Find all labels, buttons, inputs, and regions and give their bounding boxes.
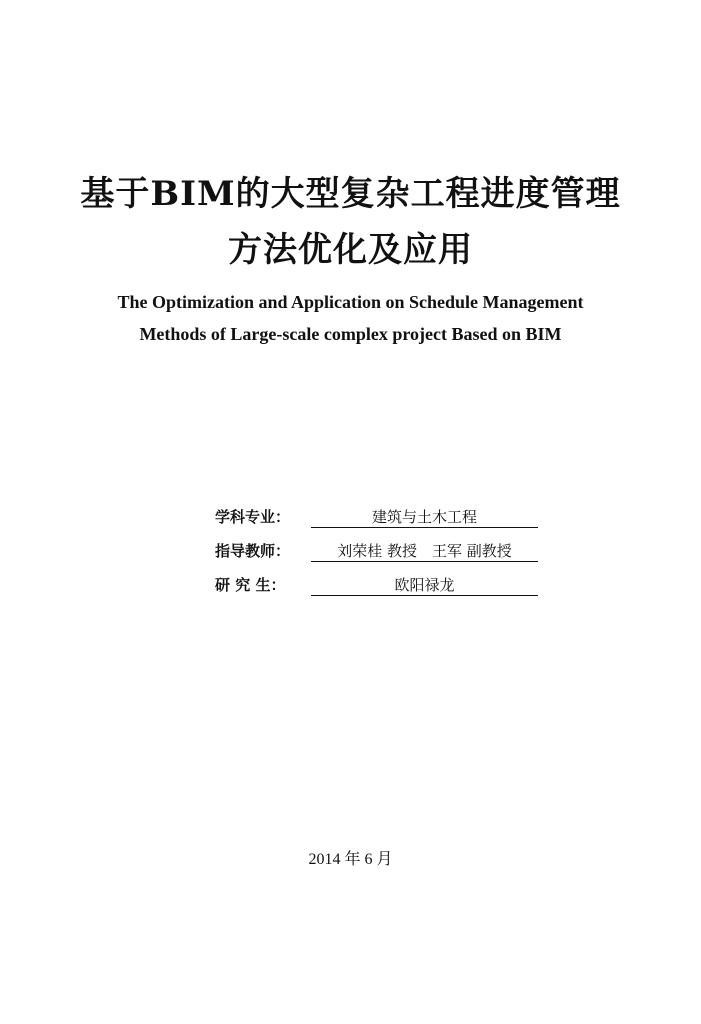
major-row <box>215 507 555 527</box>
english-title-line-1: The Optimization and Application on Schedule Management <box>117 292 584 312</box>
student-value: 欧阳禄龙 <box>311 575 538 596</box>
advisor-row <box>215 541 555 561</box>
publication-date: 2014 年 6 月 <box>308 851 393 868</box>
advisor-value: 刘荣桂 教授 王军 副教授 <box>311 541 538 562</box>
student-label: 研 究 生： <box>215 576 286 594</box>
chinese-title-line-1: 基于BIM的大型复杂工程进度管理 <box>80 174 621 214</box>
thesis-info-block <box>215 507 555 609</box>
major-value: 建筑与土木工程 <box>311 507 538 528</box>
student-row <box>215 575 555 595</box>
advisor-label: 指导教师： <box>215 542 291 560</box>
major-label: 学科专业： <box>215 508 291 526</box>
chinese-title-line-2: 方法优化及应用 <box>228 230 473 270</box>
english-title-line-2: Methods of Large-scale complex project Based on BIM <box>139 324 562 344</box>
